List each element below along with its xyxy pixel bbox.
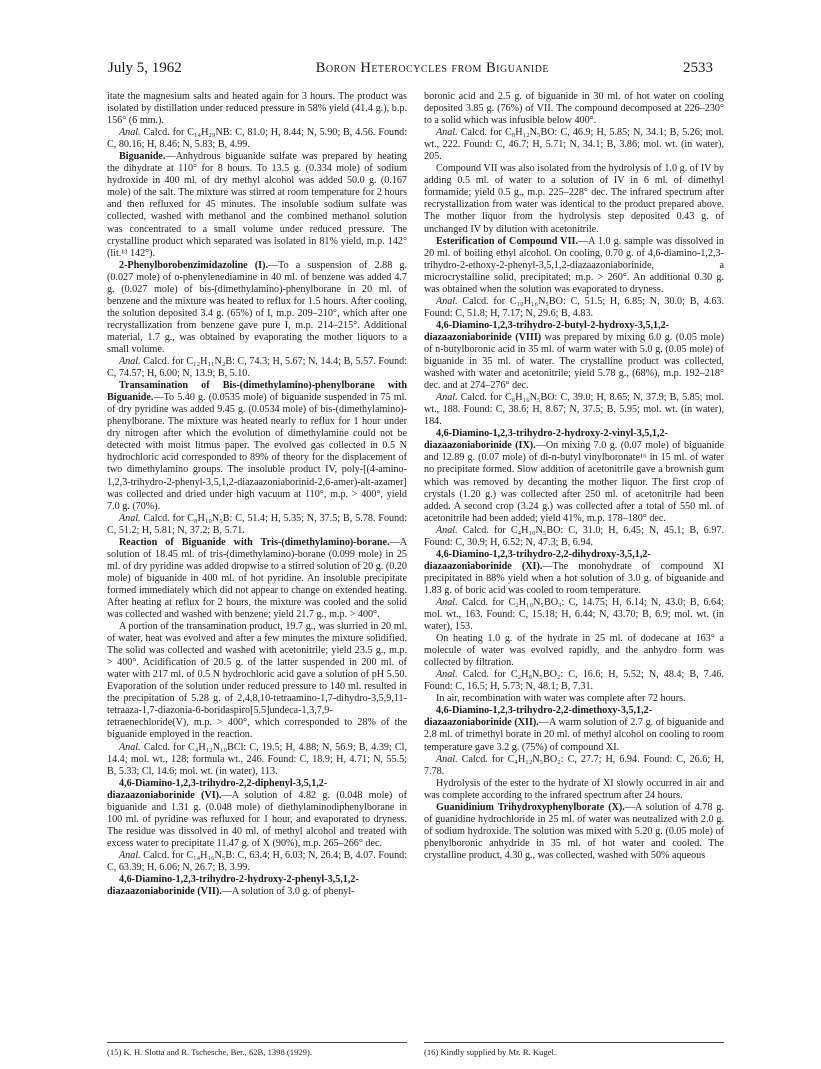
paragraph [107,260,407,356]
header-date: July 5, 1962 [108,60,182,76]
analysis-label: Anal. [119,849,141,861]
section-heading: 4,6-Diamino-1,2,3-trihydro-2,2-dimethoxy-3,5,1,2-diazaazoniaborinide (XII). [424,705,653,729]
footnote-left: (15) K. H. Slotta and R. Tschesche, Ber., 62B, 1398 (1929). [107,1047,312,1057]
paragraph [107,742,407,778]
paragraph [107,91,407,127]
footnote-rule-right [424,1042,724,1043]
analysis-label: Anal. [436,127,458,139]
analysis-label: Anal. [436,295,458,307]
paragraph [424,320,724,392]
paragraph-text: —A 1.0 g. sample was dissolved in 20 ml. of boiling ethyl alcohol. On cooling, 0.70 g. of 4,6-diamino-1,2,3-trihydro-2-ethoxy-2-phenyl-3,5,1,2-diazaazoniaborinide, a microcrystalline solid, precipitated; m.p. > 260°. An additional 0.30 g. was obtained when the solution was evaporated to dryness. [424,235,724,295]
paragraph [107,850,407,874]
analysis-label: Anal. [436,524,458,536]
paragraph [424,392,724,428]
paragraph-text: —A solution of 18.45 ml. of tris-(dimethylamino)-borane (0.099 mole) in 25 ml. of dry pyridine was added dropwise to a stirred solution of 20 g. (0.20 mole) of biguanide in 400 ml. of hot pyridine. An insoluble precipitate formed immediately which did not appear to change on extended heating. After heating at reflux for 2 hours, the mixture was cooled and the solid was collected and washed with benzene; yield 21.7 g., m.p. > 400°. [107,536,407,621]
paragraph [424,778,724,802]
paragraph-text: —The monohydrate of compound XI precipitated in 88% yield when a hot solution of 3.0 g. of biguanide and 1.83 g. of boric acid was cooled to room temperature. [424,560,724,596]
paragraph-text: Calcd. for C₁₄H₂₉NB: C, 81.0; H, 8.44; N, 5.90; B, 4.56. Found: C, 80.16; H, 8.46; N, 5.83; B, 4.99. [107,127,408,151]
paragraph [424,705,724,753]
paragraph-text: Calcd. for C₄H₁₀N₅BO: C, 31.0; H, 6.45; N, 45.1; B, 6.97. Found: C, 30.9; H, 6.52; N, 47.3; B, 6.94. [424,524,725,548]
section-heading: 4,6-Diamino-1,2,3-trihydro-2-hydroxy-2-vinyl-3,5,1,2-diazaazoniaborinide (IX). [424,428,668,452]
paragraph [107,537,407,621]
paragraph-text: —To 5.40 g. (0.0535 mole) of biguanide suspended in 75 ml. of dry pyridine was added 9.45 g. (0.0534 mole) of bis-(dimethylamino)-phenylborane. The mixture was heated nearly to reflux for 1 hour under dry nitrogen after which the evolution of dimethylamine could not be detected with moist litmus paper. The evolved gas collected in 0.5 N hydrochloric acid corresponded to 89% of theory for the displacement of two dimethylamino groups. The insoluble product IV, poly-[(4-amino-1,2,3-trihydro-2-phenyl-3,5,1,2-diazaazoniaborinid-2,6-amer)-alt-azamer] was collected and dried under high vacuum at 110°, m.p. > 400°, yield 7.0 g. (70%). [107,392,407,512]
paragraph-text: —A solution of 4.82 g. (0.048 mole) of biguanide and 1.31 g. (0.048 mole) of diethylaminodiphenylborane in 100 ml. of pyridine was refluxed for 1 hour, and evaporated to dryness. The residue was dissolved in 40 ml. of methyl alcohol and treated with excess water to precipitate 11.47 g. of X (90%), m.p. 265–266° dec. [107,789,407,849]
paragraph-text: Calcd. for C₁₀H₁₆N₅BO: C, 51.5; H, 6.85; N, 30.0; B, 4.63. Found: C, 51.8; H, 7.17; N, 29.6; B, 4.83. [424,295,724,319]
paragraph [424,525,724,549]
paragraph-text: Calcd. for C₁₂H₁₁N₂B: C, 74.3; H, 5.67; N, 14.4; B, 5.57. Found: C, 74.57; H, 6.00; N, 13.9; B, 5.10. [107,356,408,380]
paragraph-text: itate the magnesium salts and heated again for 3 hours. The product was isolated by distillation under reduced pressure in 58% yield (41.4 g.), b.p. 156° (6 mm.). [107,91,407,127]
paragraph-text: Calcd. for C₄H₁₂N₁₀BCl: C, 19.5; H, 4.88; N, 56.9; B, 4.39; Cl, 14.4; mol. wt., 128; formula wt., 246. Found: C, 18.9; H, 4.71; N, 55.5; B, 5.33; Cl, 14.6; mol. wt. (in water), 113. [107,741,408,777]
paragraph-text: A portion of the transamination product, 19.7 g., was slurried in 20 ml. of water, heat was evolved and after a few minutes the mixture solidified. The solid was collected and washed with acetonitrile; yield 23.5 g., m.p. > 400°. Acidification of 20.5 g. of the latter suspended in 200 ml. of water with 217 ml. of 0.5 N hydrochloric acid gave a solution of pH 5.50. Evaporation of the solution under reduced pressure to 140 ml. resulted in the precipitation of 5.28 g. of 2,4,8,10-tetraamino-1,7-dihydro-3,5,9,11-tetraaza-1,7-diazonia-6-boridaspiro[5.5]undeca-1,3,7,9-tetraenechloride(V), m.p. > 400°, which corresponded to 28% of the biguanide employed in the reaction. [107,621,407,741]
section-heading: Esterification of Compound VII. [436,235,579,247]
section-heading: 4,6-Diamino-1,2,3-trihydro-2-butyl-2-hydroxy-3,5,1,2-diazaazoniaborinide (VIII) [424,319,670,343]
paragraph [107,874,407,898]
paragraph-text: In air, recombination with water was complete after 72 hours. [436,693,686,705]
paragraph [424,127,724,163]
paragraph [107,513,407,537]
paragraph [424,633,724,669]
paragraph [424,163,724,235]
footnote-right: (16) Kindly supplied by Mr. R. Kugel. [424,1047,557,1057]
section-heading: 4,6-Diamino-1,2,3-trihydro-2-hydroxy-2-phenyl-3,5,1,2-diazaazoniaborinide (VII). [107,874,359,898]
paragraph-text: Calcd. for C₈H₁₂N₅BO: C, 46.9; H, 5.85; N, 34.1; B, 5.26; mol. wt., 222. Found: C, 46.7; H, 5.71; N, 34.1; B, 3.86; mol. wt. (in water), 205. [424,127,725,163]
paragraph-text: boronic acid and 2.5 g. of biguanide in 30 ml. of hot water on cooling deposited 3.85 g. (76%) of VII. The compound decomposed at 226–230° to a solid which was infusible below 400°. [424,91,724,127]
page-header [108,60,713,80]
paragraph [424,693,724,705]
paragraph [424,802,724,862]
paragraph [107,778,407,850]
left-column [107,91,407,898]
analysis-label: Anal. [119,741,141,753]
paragraph-text: Hydrolysis of the ester to the hydrate of XI slowly occurred in air and was complete according to the infrared spectrum after 24 hours. [424,777,724,801]
paragraph [107,127,407,151]
paragraph [424,549,724,597]
paragraph [424,597,724,633]
section-heading: 4,6-Diamino-1,2,3-trihydro-2,2-diphenyl-3,5,1,2-diazaazoniaborinide (VI). [107,777,328,801]
paragraph-text: Calcd. for C₈H₁₀N₅B: C, 51.4; H, 5.35; N, 37.5; B, 5.78. Found: C, 51.2; H, 5.81; N, 37.2; B, 5.71. [107,512,408,536]
paragraph [424,754,724,778]
paragraph-text: On heating 1.0 g. of the hydrate in 25 ml. of dodecane at 163° a molecule of water was evolved rapidly, and the anhydro form was collected by filtration. [424,633,724,669]
paragraph [424,296,724,320]
right-column [424,91,724,862]
header-page-number: 2533 [682,60,713,76]
paragraph-text: Compound VII was also isolated from the hydrolysis of 1.0 g. of IV by adding 0.5 ml. of water to a solution of IV in 6 ml. of dimethyl formamide; yield 0.5 g., m.p. 225–228° dec. The infrared spectrum after recrystallization from water was identical to the product prepared above. The mother liquor from the hydrolysis step deposited 0.43 g. of unchanged IV by dilution with acetonitrile. [424,163,724,235]
paragraph [107,151,407,259]
analysis-label: Anal. [436,392,458,404]
paragraph [424,669,724,693]
paragraph [107,621,407,741]
paragraph-text: Calcd. for C₂H₁₀N₅BO₃: C, 14.75; H, 6.14; N, 43.0; B, 6.64; mol. wt., 163. Found: C, 15.18; H, 6.44; N, 43.70; B, 6.9; mol. wt. (in water), 153. [424,596,724,633]
paragraph-text: —To a suspension of 2.88 g. (0.027 mole) of o-phenylenediamine in 40 ml. of benzene was added 4.7 g. (0.027 mole) of bis-(dimethylamino)-phenylborane in 20 ml. of benzene and the mixture was heated to reflux for 1.5 hours. After cooling, the solution deposited 3.4 g. (65%) of I, m.p. 209–210°, which after one recrystallization from benzene gave pure I, m.p. 214–215°. Additional material, 1.7 g., was obtained by evaporating the mother liquors to a small volume. [107,259,407,355]
paragraph [107,356,407,380]
section-heading: Transamination of Bis-(dimethylamino)-phenylborane with Biguanide. [107,380,407,404]
section-heading: Biguanide. [119,151,166,163]
analysis-label: Anal. [119,127,141,139]
analysis-label: Anal. [436,753,458,765]
paragraph [424,91,724,127]
footnote-rule-left [107,1042,407,1043]
analysis-label: Anal. [119,512,141,524]
paragraph-text: —Anhydrous biguanide sulfate was prepared by heating the dihydrate at 110° for 8 hours. To 13.5 g. (0.334 mole) of sodium hydroxide in 400 ml. of dry methyl alcohol was added 50.0 g. (0.167 mole) of the salt. The mixture was stirred at room temperature for 2 hours and then refluxed for 45 minutes. The insoluble sodium sulfate was collected, washed with methanol and the combined methanol solution was concentrated to a small volume under reduced pressure. The crystalline product which separated was isolated in 81% yield, m.p. 142° (lit.¹³ 142°). [107,151,407,259]
analysis-label: Anal. [119,356,141,368]
section-heading: Reaction of Biguanide with Tris-(dimethylamino)-borane. [119,536,390,548]
analysis-label: Anal. [436,669,458,681]
section-heading: 4,6-Diamino-1,2,3-trihydro-2,2-dihydroxy-3,5,1,2-diazaazoniaborinide (XI). [424,548,651,572]
section-heading: Guanidinium Trihydroxyphenylborate (X). [436,801,625,813]
paragraph [107,380,407,513]
paragraph-text: —A solution of 3.0 g. of phenyl- [221,886,355,898]
paragraph-text: was prepared by mixing 6.0 g. (0.05 mole) of n-butylboronic acid in 35 ml. of warm water with 5.0 g. (0.05 mole) of biguanide in 35 ml. of water. The crystalline product was collected, washed with water and acetonitrile; yield 5.78 g., (68%), m.p. 192–218° dec. and at 274–276° dec. [424,331,725,392]
paragraph-text: Calcd. for C₂H₈N₅BO₂: C, 16.6; H, 5.52; N, 48.4; B, 7.46. Found: C, 16.5; H, 5.73; N, 48.1; B, 7.31. [424,669,725,693]
header-title: Boron Heterocycles from Biguanide [315,60,550,76]
paragraph-text: —A warm solution of 2.7 g. of biguanide and 2.8 ml. of trimethyl borate in 20 ml. of methyl alcohol on cooling to room temperature gave 3.2 g. (75%) of compound XI. [424,717,724,753]
paragraph-text: —A solution of 4.78 g. of guanidine hydrochloride in 25 ml. of water was neutralized with 2.0 g. of sodium hydroxide. The solution was mixed with 5.20 g. (0.05 mole) of phenylboronic anhydride in 35 ml. of hot water and cooled. The crystalline product, 4.30 g., was collected, washed with 50% aqueous [424,801,724,861]
paragraph-text: Calcd. for C₁₄H₁₆N₅B: C, 63.4; H, 6.03; N, 26.4; B, 4.07. Found: C, 63.39; H, 6.06; N, 26.7; B, 3.99. [107,849,408,873]
paragraph-text: Calcd. for C₆H₁₆N₅BO: C, 39.0; H, 8.65; N, 37.9; B, 5.85; mol. wt., 188. Found: C, 38.6; H, 8.67; N, 37.5; B, 5.95; mol. wt. (in water), 184. [424,392,725,428]
paragraph-text: Calcd. for C₄H₁₂N₅BO₂: C, 27.7; H, 6.94. Found: C, 26.6; H, 7.78. [424,753,725,777]
paragraph-text: —On mixing 7.0 g. (0.07 mole) of biguanide and 12.89 g. (0.07 mole) of di-n-butyl vinylboronate¹⁶ in 15 ml. of water no precipitate formed. Slow addition of acetonitrile gave a brownish gum which was removed by decanting the mother liquor. The first crop of crystals (1.20 g.) was collected after 250 ml. of acetonitrile had been added. A second crop (3.24 g.) was collected after a total of 550 ml. of acetonitrile had been added; yield 41%, m.p. 178–180° dec. [424,440,724,524]
section-heading: 2-Phenylborobenzimidazoline (I). [119,259,268,271]
paragraph [424,236,724,296]
analysis-label: Anal. [436,596,458,608]
paragraph [424,428,724,524]
